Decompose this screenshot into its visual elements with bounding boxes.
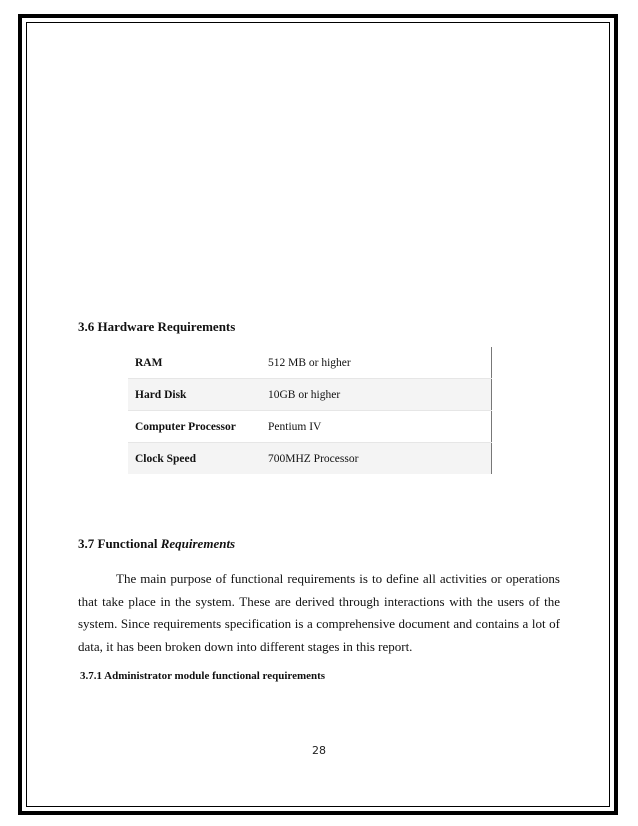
table-row <box>128 379 492 411</box>
page-number: 28 <box>312 744 326 757</box>
hard-disk-label: Hard Disk <box>128 379 261 411</box>
functional-requirements-heading <box>78 536 235 552</box>
functional-heading-prefix: 3.7 Functional <box>78 536 161 551</box>
administrator-module-subheading: 3.7.1 Administrator module functional requirements <box>80 670 326 682</box>
hard-disk-value: 10GB or higher <box>261 379 492 411</box>
clock-speed-label: Clock Speed <box>128 443 261 475</box>
processor-label: Computer Processor <box>128 411 261 443</box>
hardware-requirements-table <box>128 347 492 474</box>
table-row <box>128 347 492 379</box>
ram-value: 512 MB or higher <box>261 347 492 379</box>
processor-value: Pentium IV <box>261 411 492 443</box>
functional-heading-emphasis: Requirements <box>160 536 236 551</box>
ram-label: RAM <box>128 347 261 379</box>
hardware-requirements-heading: 3.6 Hardware Requirements <box>78 319 236 334</box>
clock-speed-value: 700MHZ Processor <box>261 443 492 475</box>
table-row <box>128 411 492 443</box>
table-row <box>128 443 492 475</box>
functional-requirements-paragraph: The main purpose of functional requirements is to define all activities or operations that take place in the system. These are derived through interactions with the users of the system. Since requirements specification is a comprehensive document and contains a lot of data, it has been broken down into different stages in this report. <box>78 571 560 654</box>
